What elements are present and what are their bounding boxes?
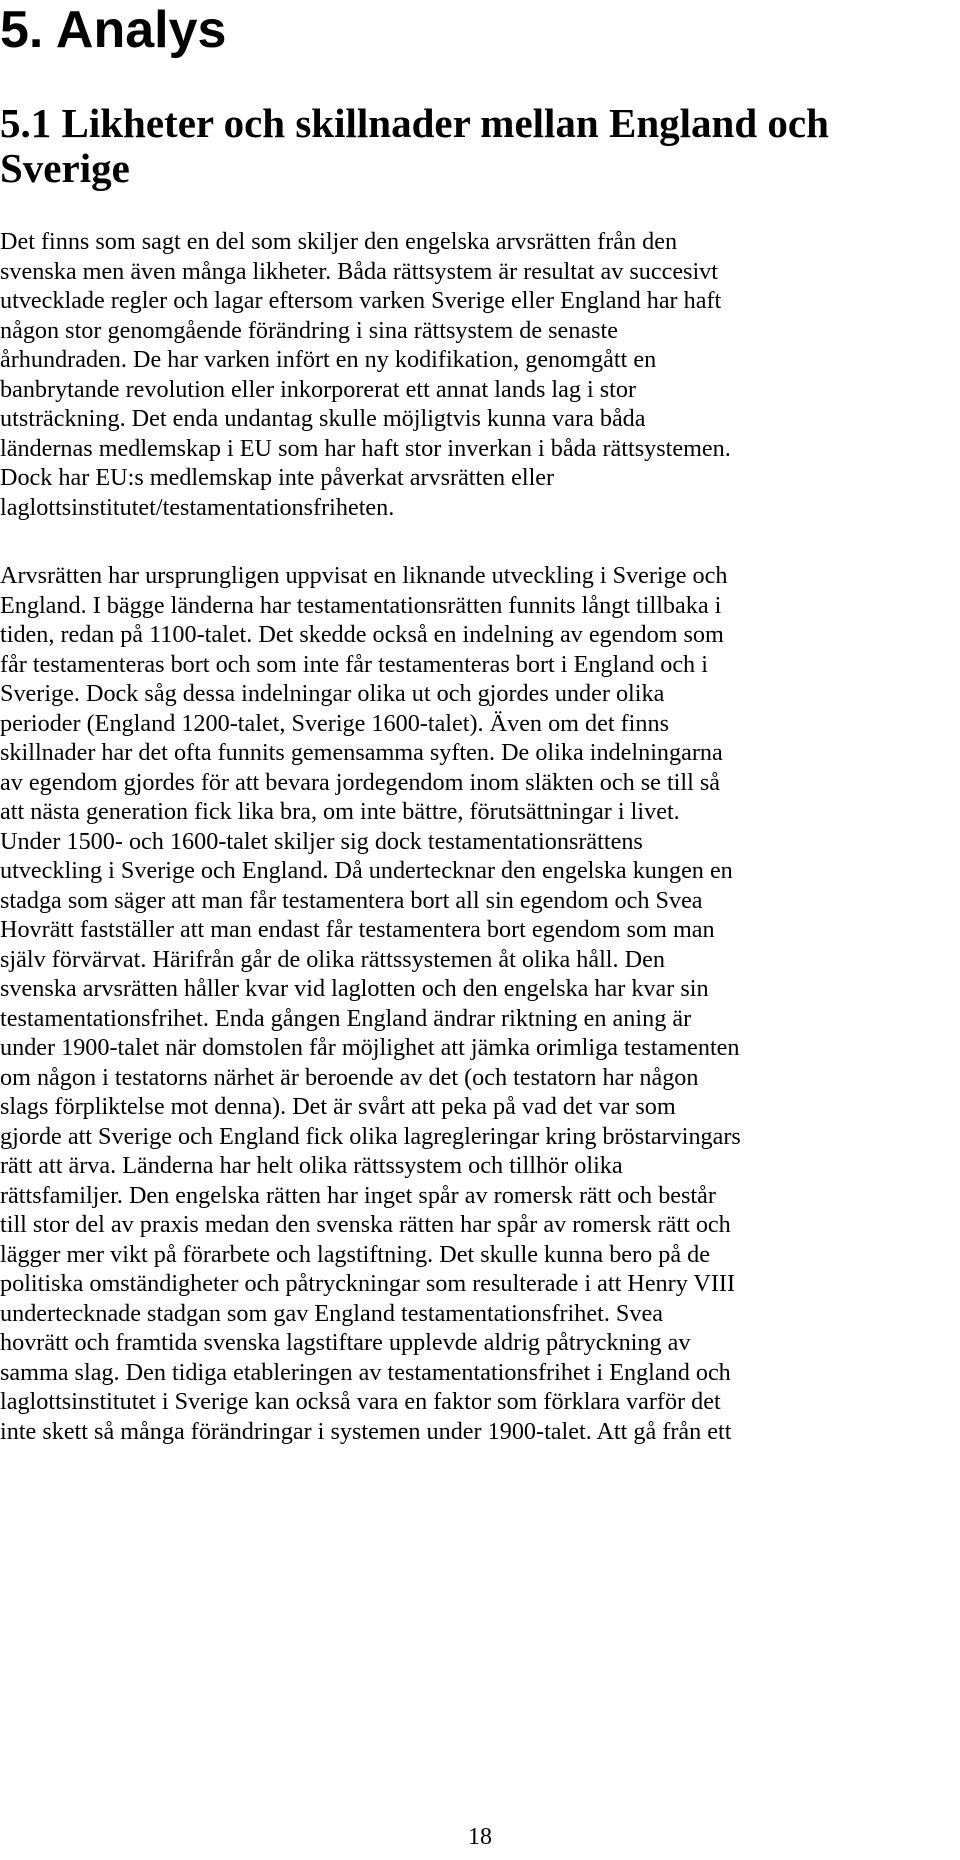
text-line: Under 1500- och 1600-talet skiljer sig dock testamentationsrättens <box>0 827 643 855</box>
text-line: tiden, redan på 1100-talet. Det skedde också en indelning av egendom som <box>0 621 724 648</box>
paragraph-1 <box>0 227 960 522</box>
text-line: Sverige. Dock såg dessa indelningar olika ut och gjordes under olika <box>0 680 665 707</box>
text-line: testamentationsfrihet. Enda gången England ändrar riktning en aning är <box>0 1004 692 1032</box>
text-line: själv förvärvat. Härifrån går de olika rättssystemen åt olika håll. Den <box>0 945 665 973</box>
text-line: undertecknade stadgan som gav England testamentationsfrihet. Svea <box>0 1299 663 1327</box>
text-line: lägger mer vikt på förarbete och lagstiftning. Det skulle kunna bero på de <box>0 1240 710 1268</box>
text-line: England. I bägge länderna har testamentationsrätten funnits långt tillbaka i <box>0 591 722 619</box>
text-line: utveckling i Sverige och England. Då undertecknar den engelska kungen en <box>0 857 733 884</box>
text-line: Dock har EU:s medlemskap inte påverkat arvsrätten eller <box>0 464 555 491</box>
text-line: hovrätt och framtida svenska lagstiftare upplevde aldrig påtryckning av <box>0 1329 691 1356</box>
text-line: laglottsinstitutet/testamentationsfriheten. <box>0 493 395 521</box>
text-line: om någon i testatorns närhet är beroende av det (och testatorn har någon <box>0 1063 699 1091</box>
text-line: rättsfamiljer. Den engelska rätten har inget spår av romersk rätt och består <box>0 1181 716 1209</box>
text-line: samma slag. Den tidiga etableringen av testamentationsfrihet i England och <box>0 1358 731 1386</box>
text-line: laglottsinstitutet i Sverige kan också vara en faktor som förklara varför det <box>0 1388 721 1415</box>
text-line: svenska men även många likheter. Båda rättsystem är resultat av succesivt <box>0 257 718 285</box>
page-number: 18 <box>468 1824 492 1850</box>
text-line: Arvsrätten har ursprungligen uppvisat en liknande utveckling i Sverige och <box>0 562 728 589</box>
text-line: utvecklade regler och lagar eftersom varken Sverige eller England har haft <box>0 287 722 314</box>
text-line: politiska omständigheter och påtryckningar som resulterade i att Henry VIII <box>0 1270 736 1297</box>
text-line: att nästa generation fick lika bra, om inte bättre, förutsättningar i livet. <box>0 798 680 825</box>
text-line: utsträckning. Det enda undantag skulle möjligtvis kunna vara båda <box>0 405 646 432</box>
text-line: perioder (England 1200-talet, Sverige 1600-talet). Även om det finns <box>0 709 669 737</box>
text-line: får testamenteras bort och som inte får testamenteras bort i England och i <box>0 650 708 678</box>
chapter-heading: 5. Analys <box>0 1 227 59</box>
text-line: Det finns som sagt en del som skiljer den engelska arvsrätten från den <box>0 228 678 255</box>
text-line: skillnader har det ofta funnits gemensamma syften. De olika indelningarna <box>0 739 723 766</box>
section-heading: 5.1 Likheter och skillnader mellan England och Sverige <box>0 100 829 191</box>
text-line: stadga som säger att man får testamentera bort all sin egendom och Svea <box>0 886 703 914</box>
text-line: inte skett så många förändringar i systemen under 1900-talet. Att gå från ett <box>0 1417 732 1445</box>
text-line: rätt att ärva. Länderna har helt olika rättssystem och tillhör olika <box>0 1152 623 1179</box>
text-line: århundraden. De har varken infört en ny kodifikation, genomgått en <box>0 346 657 373</box>
text-line: banbrytande revolution eller inkorporerat ett annat lands lag i stor <box>0 375 637 403</box>
text-line: svenska arvsrätten håller kvar vid laglotten och den engelska har kvar sin <box>0 975 709 1002</box>
text-line: under 1900-talet när domstolen får möjlighet att jämka orimliga testamenten <box>0 1034 740 1061</box>
text-line: Hovrätt fastställer att man endast får testamentera bort egendom som man <box>0 916 715 943</box>
text-line: till stor del av praxis medan den svenska rätten har spår av romersk rätt och <box>0 1211 731 1238</box>
paragraph-2 <box>0 561 960 1446</box>
text-line: av egendom gjordes för att bevara jordegendom inom släkten och se till så <box>0 768 721 796</box>
text-line: gjorde att Sverige och England fick olika lagregleringar kring bröstarvingars <box>0 1122 741 1150</box>
text-line: slags förpliktelse mot denna). Det är svårt att peka på vad det var som <box>0 1093 676 1120</box>
text-line: någon stor genomgående förändring i sina rättsystem de senaste <box>0 316 618 344</box>
text-line: ländernas medlemskap i EU som har haft stor inverkan i båda rättsystemen. <box>0 434 731 462</box>
